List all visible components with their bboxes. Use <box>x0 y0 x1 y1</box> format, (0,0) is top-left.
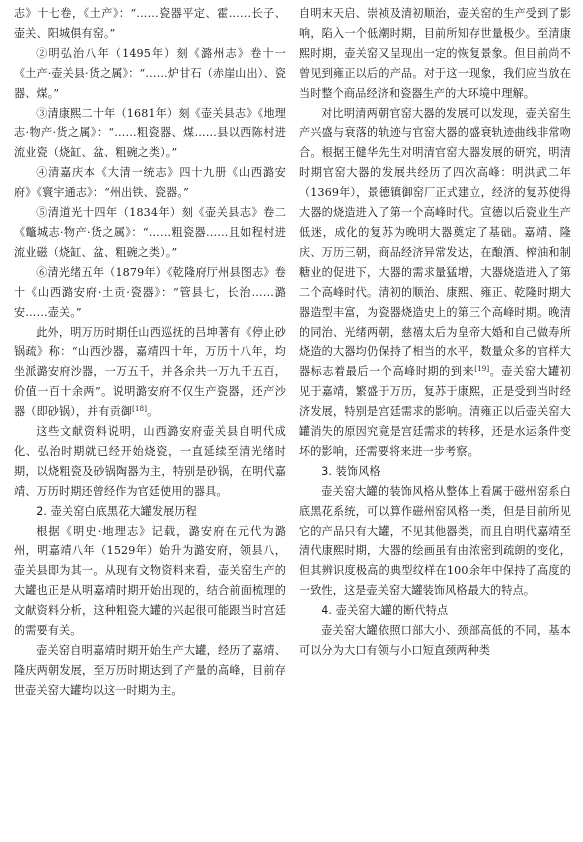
section-heading: 4. 壶关窑大罐的断代特点 <box>321 604 449 618</box>
citation-marker: [18] <box>132 405 148 414</box>
paragraph: 壶关窑大罐依照口部大小、颈部高低的不同，基本可以分为大口有领与小口短直颈两种类 <box>299 624 571 657</box>
paragraph: ⑤清道光十四年（1834年）刻《壶关县志》卷二《鼈城志·物产·货之属》：“……粗瓷器……且如程村进流业磁（烧缸、盆、粗碗之类）。” <box>14 206 286 259</box>
paragraph-text: 对比明清两朝官窑大器的发展可以发现，壶关窑生产兴盛与衰落的轨迹与官窑大器的盛衰轨迹曲线非常吻合。根据王健华先生对明清官窑大器发展的研究，明清时期官窑大器的发展共经历了四次高峰：明洪武二年（1369年），景德镇御窑厂正式建立，经济的复苏使得大器的烧造进入了第一个高峰时代。宣德以后瓷业生产低迷，成化的复苏为晚明大器奠定了基础。嘉靖、隆庆、万历三朝，商品经济异常发达，在酿酒、榨油和制糖业的促进下，大器的需求量猛增，大器烧造进入了第二个高峰时代。清初的顺治、康熙、雍正、乾隆时期大器造型丰富，为瓷器烧造史上的第三个高峰时期。晚清的同治、光绪两朝，慈禧太后为皇帝大婚和自己做寿所烧造的大器均仍保持了相当的水平，数量众多的官样大器标志着最后一个高峰时期的到来 <box>299 106 571 379</box>
paragraph-text: 此外，明万历时期任山西巡抚的吕坤著有《停止砂锅疏》称：“山西沙器，嘉靖四十年，万历十八年，均坐派潞安府沙器，一万五千，并各余共一万九千五百，价值一百十余两”。说明潞安府不仅生产瓷器，还产沙器（即砂锅），并有贡御 <box>14 325 286 419</box>
paragraph: ⑥清光绪五年（1879年）《乾隆府厅州县图志》卷十《山西潞安府·土贡·瓷器》：“管县七，长治……潞安……壶关。” <box>14 265 286 319</box>
paragraph-text: 。壶关窑大罐初见于嘉靖，繁盛于万历，复苏于康熙，正是受到当时经济发展，特别是宫廷需求的影响。清雍正以后壶关窑大罐消失的原因究竟是宫廷需求的转移，还是水运条件变坏的影响，还需要将来进一步考察。 <box>299 365 571 458</box>
paragraph: 壶关窑大罐的装饰风格从整体上看属于磁州窑系白底黑花系统，可以算作磁州窑风格一类，但是目前所见它的产品只有大罐，不见其他器类，而且自明代嘉靖至清代康熙时期，大器的绘画虽有由浓密到疏朗的变化，但其辨识度极高的典型纹样在100余年中保持了高度的一致性，这是壶关窑大罐装饰风格最大的特点。 <box>299 484 571 598</box>
paragraph: ③清康熙二十年（1681年）刻《壶关县志》《地理志·物产·货之属》：“……粗瓷器、煤……县以西陈村进流业瓷（烧缸、盆、粗碗之类）。” <box>14 106 286 160</box>
paragraph: 壶关窑自明嘉靖时期开始生产大罐，经历了嘉靖、隆庆两朝发展，至万历时期达到了产量的高峰，目前存世壶关窑大罐均以这一时期为主。 <box>14 644 286 697</box>
left-column <box>14 4 286 701</box>
paragraph: 根据《明史·地理志》记载，潞安府在元代为潞州，明嘉靖八年（1529年）始升为潞安府，领县八，壶关县即为其一。从现有文物资料来看，壶关窑生产的大罐也正是从明嘉靖时期开始出现的，结合前面梳理的文献资料分析，这种粗瓷大罐的兴起很可能跟当时宫廷的需要有关。 <box>14 524 286 638</box>
paragraph: 这些文献资料说明，山西潞安府壶关县自明代成化、弘治时期就已经开始烧瓷，一直延续至清光绪时期，以烧粗瓷及砂锅陶器为主，特别是砂锅，在明代嘉靖、万历时期还曾经作为官廷使用的器具。 <box>14 425 286 498</box>
section-heading: 3. 装饰风格 <box>321 464 381 478</box>
section-heading: 2. 壶关窑白底黑花大罐发展历程 <box>36 504 197 518</box>
right-column <box>299 4 571 661</box>
paragraph <box>299 104 571 462</box>
paragraph-text: 。 <box>147 405 159 419</box>
paragraph: ②明弘治八年（1495年）刻《潞州志》卷十一《土产·壶关县·货之属》：“……炉甘石（赤崖山出）、瓷器、煤。” <box>14 46 286 100</box>
citation-marker: [19] <box>474 365 490 374</box>
paragraph: 自明末天启、崇祯及清初顺治，壶关窑的生产受到了影响，陷入一个低潮时期，目前所知存世量极少。至清康熙时期，壶关窑又呈现出一定的恢复景象。但目前尚不曾见到雍正以后的产品。对于这一现象，我们应当放在当时整个商品经济和瓷器生产的大环境中理解。 <box>299 7 571 100</box>
paragraph <box>14 323 286 423</box>
paragraph: 志》十七卷，《土产》：“……瓷器平定、霍……长子、壶关、阳城俱有窑。” <box>14 7 286 40</box>
paragraph: ④清嘉庆本《大清一统志》四十九册《山西潞安府》《寰宇通志》：“州出铁、瓷器。” <box>14 166 286 200</box>
